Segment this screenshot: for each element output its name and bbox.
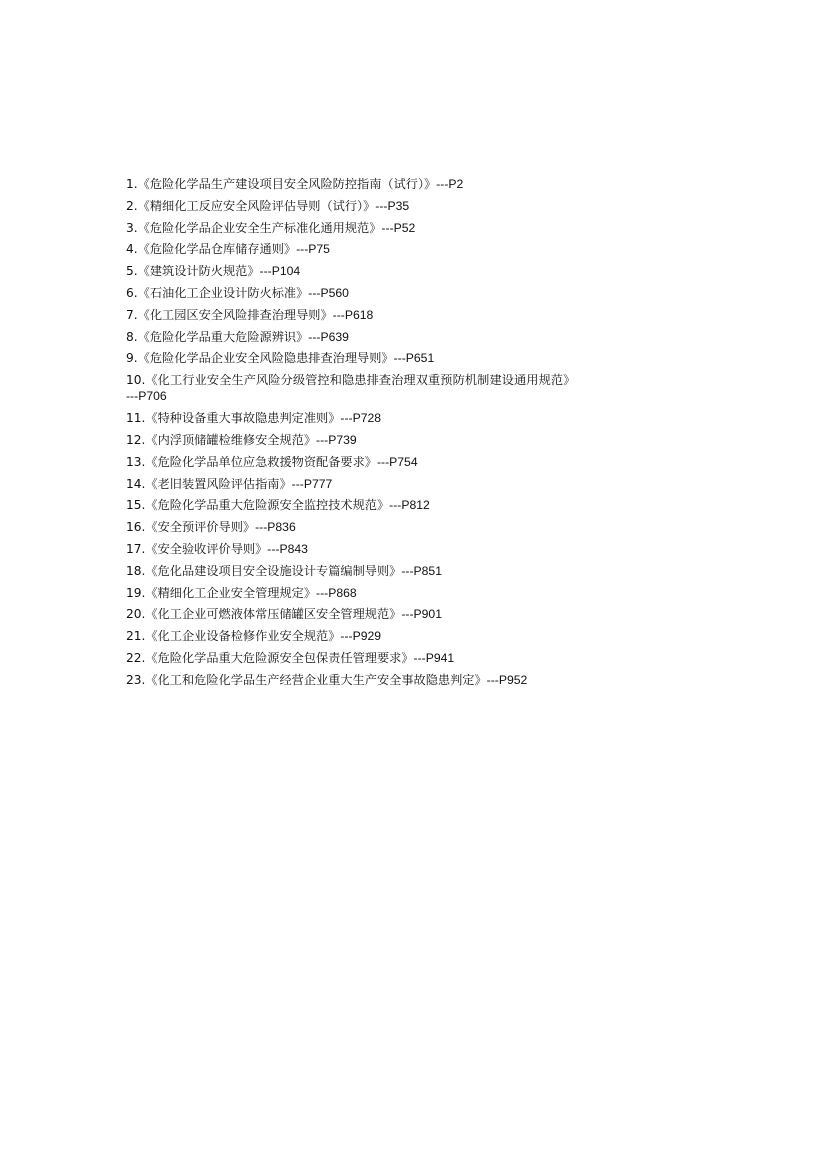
toc-item-title: 《危险化学品重大危险源辨识》	[137, 329, 309, 344]
toc-item-page: P868	[328, 585, 357, 600]
toc-item-page: P901	[413, 607, 442, 622]
toc-item	[126, 626, 666, 648]
toc-item-number: 13.	[126, 454, 146, 469]
toc-item-title: 《内浮顶储罐检维修安全规范》	[145, 432, 317, 447]
toc-item-number: 1.	[126, 177, 138, 191]
toc-item	[126, 539, 666, 561]
toc-item-title: 《建筑设计防火规范》	[137, 264, 260, 279]
toc-item-separator: ---	[291, 476, 304, 491]
toc-item-page: P843	[279, 541, 308, 556]
toc-item-title: 《化工企业设备检修作业安全规范》	[145, 629, 341, 644]
toc-item	[126, 305, 666, 327]
toc-item-page: P560	[320, 285, 349, 300]
toc-item-title: 《化工行业安全生产风险分级管控和隐患排查治理双重预防机制建设通用规范》	[145, 373, 576, 388]
toc-item-title: 《化工和危险化学品生产经营企业重大生产安全事故隐患判定》	[145, 672, 487, 687]
toc-item-separator: ---	[126, 389, 139, 404]
toc-item	[126, 370, 666, 408]
toc-item-title: 《危险化学品企业安全风险隐患排查治理导则》	[137, 351, 394, 366]
toc-item-page: P639	[320, 329, 349, 344]
toc-item-page: P104	[271, 264, 301, 279]
toc-item-title: 《精细化工企业安全管理规定》	[145, 585, 317, 600]
toc-item-title: 《老旧装置风险评估指南》	[145, 476, 292, 491]
toc-item-page: P75	[308, 242, 330, 257]
toc-item	[126, 648, 666, 670]
toc-item-title: 《特种设备重大事故隐患判定准则》	[145, 411, 341, 426]
toc-item-number: 9.	[126, 351, 138, 366]
toc-item-page: P836	[267, 520, 296, 535]
toc-item-page: P706	[138, 389, 167, 404]
toc-item-number: 7.	[126, 307, 138, 322]
toc-item-separator: ---	[267, 541, 280, 556]
toc-item	[126, 348, 666, 370]
toc-item-number: 19.	[126, 585, 146, 600]
toc-item	[126, 495, 666, 517]
toc-item-number: 15.	[126, 498, 146, 513]
toc-item-number: 21.	[126, 629, 146, 644]
toc-item-title: 《危险化学品单位应急救援物资配备要求》	[145, 454, 377, 469]
toc-item-page: P851	[413, 563, 442, 578]
toc-item-separator: ---	[393, 351, 406, 366]
toc-item	[126, 474, 666, 496]
toc-item-title: 《安全验收评价导则》	[145, 541, 268, 556]
toc-item-number: 2.	[126, 198, 138, 213]
toc-item-separator: ---	[375, 198, 388, 213]
toc-item-separator: ---	[376, 454, 390, 469]
toc-item-separator: ---	[389, 498, 402, 513]
toc-item-separator: ---	[332, 307, 345, 322]
toc-item-page: P35	[387, 198, 410, 213]
toc-item-number: 8.	[126, 329, 138, 344]
toc-item	[126, 430, 666, 452]
toc-item-page: P728	[352, 411, 382, 426]
toc-item	[126, 261, 666, 283]
toc-item-number: 16.	[126, 520, 146, 535]
toc-item-title: 《危险化学品企业安全生产标准化通用规范》	[137, 220, 382, 235]
toc-item	[126, 196, 666, 218]
toc-item-title: 《危险化学品仓库储存通则》	[137, 242, 297, 257]
toc-item	[126, 583, 666, 605]
toc-item-page: P941	[425, 650, 455, 665]
toc-item-number: 5.	[126, 264, 138, 279]
toc-item-title: 《危险化学品重大危险源安全监控技术规范》	[145, 498, 390, 513]
toc-item-page: P929	[352, 629, 382, 644]
toc-item-separator: ---	[381, 220, 394, 235]
toc-item-number: 11.	[126, 411, 146, 426]
toc-item-separator: ---	[316, 432, 329, 447]
toc-item-page: P52	[393, 220, 416, 235]
toc-item-number: 22.	[126, 650, 146, 665]
toc-item-number: 20.	[126, 607, 146, 622]
toc-item-number: 14.	[126, 476, 146, 491]
toc-item-title: 《安全预评价导则》	[145, 520, 256, 535]
toc-item-title: 《危险化学品重大危险源安全包保责任管理要求》	[145, 650, 414, 665]
toc-item	[126, 283, 666, 305]
toc-item-separator: ---	[296, 242, 309, 257]
toc-item	[126, 517, 666, 539]
toc-item-page: P777	[303, 476, 333, 491]
toc-item-number: 23.	[126, 672, 146, 687]
toc-item	[126, 174, 666, 196]
toc-item-separator: ---	[401, 563, 414, 578]
toc-item	[126, 239, 666, 261]
table-of-contents	[126, 174, 666, 692]
toc-item-separator: ---	[486, 672, 499, 687]
toc-item-separator: ---	[316, 585, 329, 600]
toc-item-separator: ---	[255, 520, 268, 535]
toc-item-page: P2	[448, 177, 464, 191]
toc-item-page: P739	[328, 432, 357, 447]
toc-item	[126, 408, 666, 430]
toc-item-separator: ---	[436, 177, 449, 191]
toc-item	[126, 452, 666, 474]
toc-item	[126, 604, 666, 626]
toc-item-number: 17.	[126, 541, 146, 556]
toc-item-title: 《化工园区安全风险排查治理导则》	[137, 307, 333, 322]
toc-item-separator: ---	[308, 285, 321, 300]
toc-item-number: 3.	[126, 220, 138, 235]
toc-item-number: 6.	[126, 285, 138, 300]
toc-item-page: P952	[498, 672, 528, 687]
toc-item-title: 《危化品建设项目安全设施设计专篇编制导则》	[145, 563, 402, 578]
toc-item-page: P618	[344, 307, 374, 322]
toc-item	[126, 327, 666, 349]
toc-item-title: 《石油化工企业设计防火标准》	[137, 285, 309, 300]
toc-item-separator: ---	[401, 607, 414, 622]
toc-item-page: P754	[389, 454, 418, 469]
toc-item-separator: ---	[308, 329, 321, 344]
toc-item	[126, 218, 666, 240]
toc-item-title: 《化工企业可燃液体常压储罐区安全管理规范》	[145, 607, 402, 622]
toc-item-page: P812	[401, 498, 430, 513]
toc-item-title: 《精细化工反应安全风险评估导则（试行）》	[137, 198, 376, 213]
toc-item-title: 《危险化学品生产建设项目安全风险防控指南（试行）》	[137, 177, 437, 191]
toc-item-number: 4.	[126, 242, 138, 257]
toc-item-separator: ---	[259, 264, 272, 279]
toc-item	[126, 670, 666, 692]
toc-item-number: 12.	[126, 432, 146, 447]
toc-item-separator: ---	[413, 650, 426, 665]
toc-item-number: 10.	[126, 373, 146, 388]
toc-item-separator: ---	[340, 629, 353, 644]
toc-item-separator: ---	[340, 411, 353, 426]
toc-item	[126, 561, 666, 583]
toc-item-page: P651	[405, 351, 435, 366]
toc-item-number: 18.	[126, 563, 146, 578]
